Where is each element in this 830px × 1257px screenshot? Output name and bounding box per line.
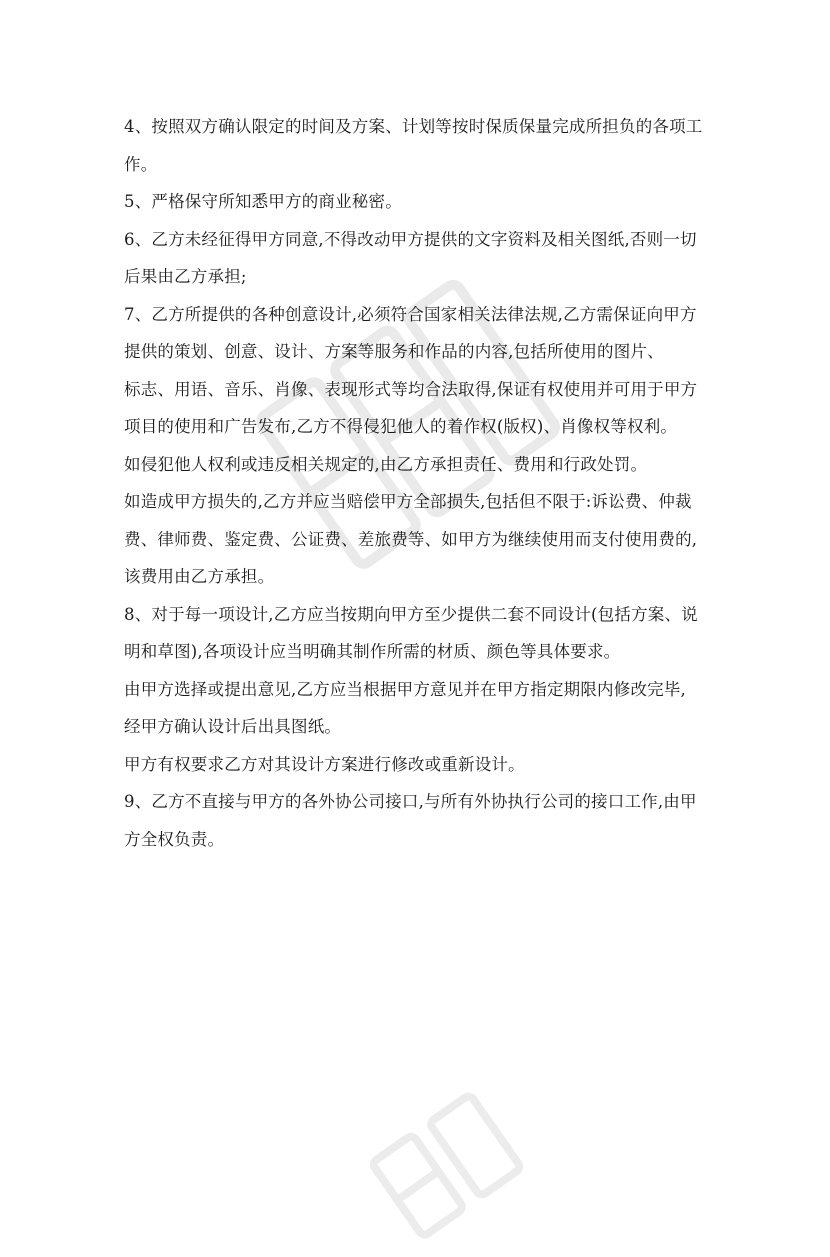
watermark-logo-icon [344, 1043, 577, 1256]
text-line: 由甲方选择或提出意见,乙方应当根据甲方意见并在甲方指定期限内修改完毕, [124, 679, 686, 699]
text-line: 7、乙方所提供的各种创意设计,必须符合国家相关法律法规,乙方需保证向甲方 [124, 304, 697, 324]
text-line: 后果由乙方承担; [124, 267, 247, 286]
document-body [124, 108, 724, 858]
text-line: 方全权负责。 [124, 829, 225, 849]
text-line: 项目的使用和广告发布,乙方不得侵犯他人的着作权(版权)、肖像权等权利。 [124, 417, 678, 436]
text-line: 4、按照双方确认限定的时间及方案、计划等按时保质保量完成所担负的各项工 [124, 117, 703, 136]
text-line: 费、律师费、鉴定费、公证费、差旅费等、如甲方为继续使用而支付使用费的, [124, 529, 698, 549]
text-line: 如侵犯他人权利或违反相关规定的,由乙方承担责任、费用和行政处罚。 [124, 454, 648, 474]
text-line: 9、乙方不直接与甲方的各外协公司接口,与所有外协执行公司的接口工作,由甲 [124, 792, 697, 811]
text-line: 提供的策划、创意、设计、方案等服务和作品的内容,包括所使用的图片、 [124, 342, 664, 361]
text-line: 8、对于每一项设计,乙方应当按期向甲方至少提供二套不同设计(包括方案、说 [124, 604, 698, 624]
text-line: 5、严格保守所知悉甲方的商业秘密。 [124, 192, 402, 211]
text-line: 该费用由乙方承担。 [124, 567, 275, 586]
text-line: 6、乙方未经征得甲方同意,不得改动甲方提供的文字资料及相关图纸,否则一切 [124, 229, 697, 249]
text-line: 经甲方确认设计后出具图纸。 [124, 717, 342, 736]
text-line: 甲方有权要求乙方对其设计方案进行修改或重新设计。 [124, 754, 525, 774]
text-line: 如造成甲方损失的,乙方并应当赔偿甲方全部损失,包括但不限于:诉讼费、仲裁 [124, 492, 692, 511]
text-line: 作。 [124, 154, 158, 174]
text-line: 明和草图),各项设计应当明确其制作所需的材质、颜色等具体要求。 [124, 642, 621, 661]
text-line: 标志、用语、音乐、肖像、表现形式等均合法取得,保证有权使用并可用于甲方 [124, 379, 698, 399]
